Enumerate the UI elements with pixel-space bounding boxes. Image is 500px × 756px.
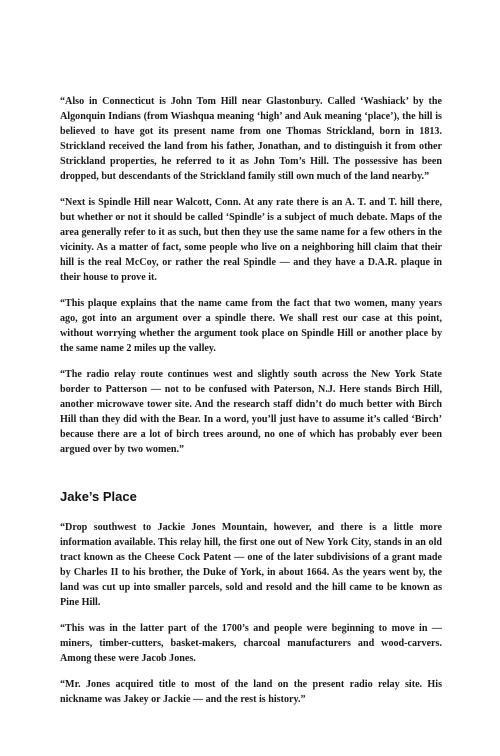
section-heading: Jake’s Place xyxy=(60,489,137,504)
paragraph-spindle-hill: “Next is Spindle Hill near Walcott, Conn. At any rate there is an A. T. and T. hill there, but whether or not it should be called ‘Spindle’ is a subject of much debate. Maps of the area generally refer to it as such, but then they use the same name for a few others in the vicinity. As a matter of fact, some people who live on a neighboring hill claim that their hill is the real McCoy, or rather the real Spindle — and they have a D.A.R. plaque in their house to prove it. xyxy=(60,197,442,283)
paragraph-birch-hill: “The radio relay route continues west and slightly south across the New York State border to Patterson — not to be confused with Paterson, N.J. Here stands Birch Hill, another microwave tower site. And the research staff didn’t do much better with Birch Hill than they did with the Bear. In a word, you’ll just have to assume it’s called ‘Birch’ because there are a lot of birch trees around, no one of which has probably ever been argued over by two women.” xyxy=(60,369,442,455)
paragraph-plaque: “This plaque explains that the name came from the fact that two women, many years ago, got into an argument over a spindle there. We shall rest our case at this point, without worrying whether the argument took place on Spindle Hill or another place by the same name 2 miles up the valley. xyxy=(60,298,442,354)
paragraph-jacob-jones: “Mr. Jones acquired title to most of the land on the present radio relay site. His nickname was Jakey or Jackie — and the rest is history.” xyxy=(60,679,442,705)
paragraph-jackie-jones-mountain: “Drop southwest to Jackie Jones Mountain, however, and there is a little more information available. This relay hill, the first one out of New York City, stands in an old tract known as the Cheese Cock Patent — one of the later subdivisions of a grant made by Charles II to his brother, the Duke of York, in about 1664. As the years went by, the land was cut up into smaller parcels, sold and resold and the hill came to be known as Pine Hill. xyxy=(60,522,442,608)
page-body xyxy=(60,94,442,718)
paragraph-settlers: “This was in the latter part of the 1700’s and people were beginning to move in — miners, timber-cutters, basket-makers, charcoal manufacturers and wood-carvers. Among these were Jacob Jones. xyxy=(60,623,442,664)
paragraph-john-tom-hill: “Also in Connecticut is John Tom Hill near Glastonbury. Called ‘Washiack’ by the Algonquin Indians (from Wiashqua meaning ‘high’ and Auk meaning ‘place’), the hill is believed to have got its present name from one Thomas Strickland, born in 1813. Strickland received the land from his father, Jonathan, and to distinguish it from other Strickland properties, he referred to it as John Tom’s Hill. The possessive has been dropped, but descendants of the Strickland family still own much of the land nearby.” xyxy=(60,96,442,182)
